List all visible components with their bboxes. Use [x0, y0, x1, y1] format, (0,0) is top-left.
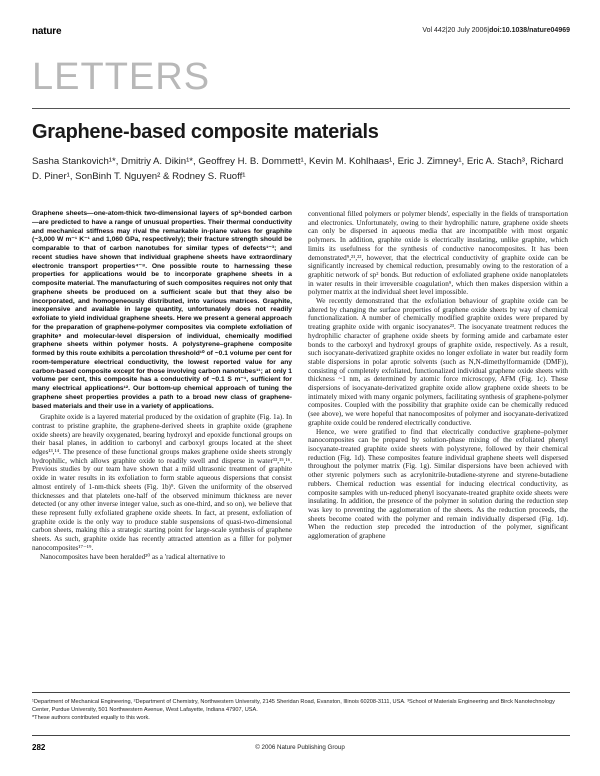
page-header — [32, 26, 570, 42]
footnotes — [32, 698, 570, 722]
body-paragraph: We recently demonstrated that the exfoliation behaviour of graphite oxide can be altered by changing the surface properties of graphene oxide sheets by way of chemical functionalization. A number of chemically modified graphite oxides were prepared by treating graphite oxide with organic isocyanates²³. The isocyanate treatment reduces the hydrophilic character of graphene oxide sheets by forming amide and carbamate ester bonds to the carboxyl and hydroxyl groups of graphite oxide, respectively. As a result, such isocyanate-derivatized graphite oxides no longer exfoliate in water but readily form stable dispersions in polar aprotic solvents (such as N,N-dimethylformamide (DMF)), consisting of completely exfoliated, functionalized individual graphene oxide sheets with thickness ~1 nm, as determined by atomic force microscopy, AFM (Fig. 1c). These dispersions of isocyanate-derivatized graphite oxide allow graphene oxide sheets to be intimately mixed with many organic polymers, facilitating synthesis of graphene-polymer composites. Coupled with the possibility that graphite oxide can be chemically reduced (see above), we were hopeful that nanocomposites of polymer and isocyanate-derivatized graphite oxide could be rendered electrically conductive. — [308, 297, 568, 427]
right-column — [308, 210, 568, 541]
journal-name: nature — [32, 26, 62, 37]
citation — [422, 27, 570, 34]
citation-volume-date: Vol 442|20 July 2006| — [422, 27, 490, 34]
author-list: Sasha Stankovich¹*, Dmitriy A. Dikin¹*, Geoffrey H. B. Dommett¹, Kevin M. Kohlhaas¹, Eric J. Zimney¹, Eric A. Stach³, Richard D. Piner¹, SonBinh T. Nguyen² & Rodney S. Ruoff¹ — [32, 156, 564, 182]
body-paragraph: Nanocomposites have been heralded²⁰ as a 'radical alternative to — [40, 552, 226, 561]
page-number: 282 — [32, 743, 46, 752]
body-paragraph: Hence, we were gratified to find that electrically conductive graphene–polymer nanocomposites can be prepared by solution-phase mixing of the exfoliated phenyl isocyanate-treated graphite oxide sheets with polystyrene, followed by their chemical reduction (Fig. 1d). These composites feature individual graphene sheets well dispersed throughout the polymer matrix (Fig. 1g). Similar dispersions have been achieved with other styrenic polymers such as acrylonitrile-butadiene-styrene and styrene-butadiene rubbers. Chemical reduction was essential for inducing electrical conductivity, as composite samples with un-reduced phenyl isocyanate-treated graphite oxide sheets were insulating. In addition, the presence of the polymer in solution during the reduction step was key to preventing the agglomeration of the sheets. As the reduction proceeds, the sheets become coated with the polymer and remain individually dispersed (Fig. 1d). When the reduction step preceded the introduction of the polymer, significant agglomeration of graphene — [308, 427, 568, 541]
affiliations: ¹Department of Mechanical Engineering, ²Department of Chemistry, Northwestern University, 2145 Sheridan Road, Evanston, Illinois 60208-3111, USA. ³School of Materials Engineering and Birck Nanotechnology Center, Purdue University, 501 Northwestern Avenue, West Lafayette, Indiana 47907, USA. — [32, 699, 555, 713]
article-title: Graphene-based composite materials — [32, 121, 379, 143]
equal-contribution-note: *These authors contributed equally to this work. — [32, 715, 150, 721]
copyright: © 2006 Nature Publishing Group — [255, 744, 345, 751]
body-paragraph: Graphite oxide is a layered material produced by the oxidation of graphite (Fig. 1a). In contrast to pristine graphite, the graphene-derived sheets in graphite oxide (graphene oxide sheets) are heavily oxygenated, bearing hydroxyl and epoxide functional groups on their basal planes, in addition to carbonyl and carboxyl groups located at the sheet edges¹³,¹⁴. The presence of these functional groups makes graphene oxide sheets strongly hydrophilic, which allows graphite oxide to readily swell and disperse in water¹³,¹⁵,¹⁶. Previous studies by our team have shown that a mild ultrasonic treatment of graphite oxide in water results in its exfoliation to form stable aqueous dispersions that consist almost entirely of 1-nm-thick sheets (Fig. 1b)⁹. Given the uniformity of the observed thicknesses and that platelets one-half of the observed minimum thickness are never detected (or any other inverse integer value, such as one-third, and so on), we believe that these represent fully exfoliated graphene oxide sheets. In fact, at present, exfoliation of graphite oxide is the only way to produce stable suspensions of quasi-two-dimensional carbon sheets, making this a strategic starting point for large-scale synthesis of graphene sheets. As such, graphite oxide has recently attracted attention as a filler for polymer nanocomposites¹⁷⁻¹⁹. — [32, 413, 292, 552]
doi: doi:10.1038/nature04969 — [489, 27, 570, 34]
header-divider — [32, 108, 570, 109]
section-label: LETTERS — [32, 56, 211, 98]
abstract-paragraph: Graphene sheets—one-atom-thick two-dimensional layers of sp²-bonded carbon—are predicted to have a range of unusual properties. Their thermal conductivity and mechanical stiffness may rival the remarkable in-plane values for graphite (~3,000 W m⁻¹ K⁻¹ and 1,060 GPa, respectively); their fracture strength should be comparable to that of carbon nanotubes for similar types of defects¹⁻³; and recent studies have shown that individual graphene sheets have extraordinary electronic transport properties⁴⁻⁸. One possible route to harnessing these properties for applications would be to incorporate graphene sheets in a composite material. The manufacturing of such composites requires not only that graphene sheets be produced on a sufficient scale but that they also be incorporated, and homogeneously distributed, into various matrices. Graphite, inexpensive and available in large quantity, unfortunately does not readily exfoliate to yield individual graphene sheets. Here we present a general approach for the preparation of graphene-polymer composites via complete exfoliation of graphite⁹ and molecular-level dispersion of individual, chemically modified graphene sheets within polymer hosts. A polystyrene–graphene composite formed by this route exhibits a percolation threshold¹⁰ of ~0.1 volume per cent for room-temperature electrical conductivity, the lowest reported value for any carbon-based composite except for those involving carbon nanotubes¹¹; at only 1 volume per cent, this composite has a conductivity of ~0.1 S m⁻¹, sufficient for many electrical applications¹². Our bottom-up chemical approach of tuning the graphene sheet properties provides a path to a broad new class of graphene-based materials and their use in a variety of applications. — [32, 210, 292, 410]
footnote-divider — [32, 692, 570, 693]
body-paragraph: conventional filled polymers or polymer blends', especially in the fields of transportation and electronics. Unfortunately, owing to their hydrophilic nature, graphene oxide sheets can only be dispersed in aqueous media that are incompatible with most organic polymers. In addition, graphite oxide is electrically insulating, unlike graphite, which limits its usefulness for the synthesis of conductive nanocomposites. It has been demonstrated⁹,²¹,²², however, that the electrical conductivity of graphite oxide can be significantly increased by chemical reduction, presumably owing to the restoration of a graphitic network of sp² bonds. But reduction of exfoliated graphene oxide nanoplatelets in water results in their irreversible coagulation⁹, which then makes dispersion within a polymer matrix at the individual sheet level impossible. — [308, 210, 568, 297]
footer-divider — [32, 735, 570, 736]
left-column — [32, 210, 292, 561]
